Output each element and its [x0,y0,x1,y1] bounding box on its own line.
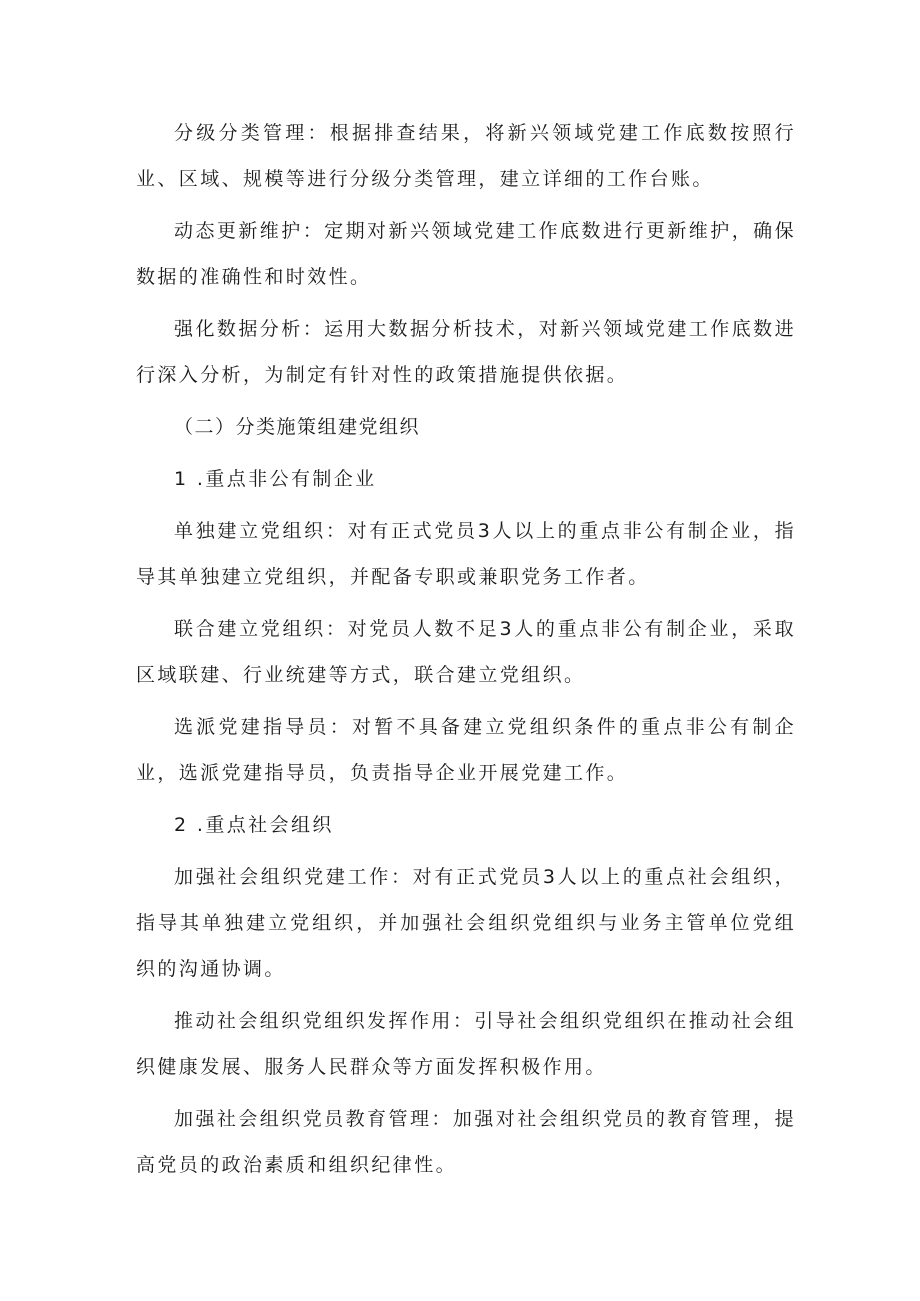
paragraph-social-org-role: 推动社会组织党组织发挥作用：引导社会组织党组织在推动社会组织健康发展、服务人民群众等方面发挥积极作用。 [136,1010,796,1078]
subsection-heading-social-organizations: 2 .重点社会组织 [174,814,334,836]
subsection-heading-private-enterprises: 1 .重点非公有制企业 [174,468,377,490]
paragraph-independent-party-org: 单独建立党组织：对有正式党员3人以上的重点非公有制企业，指导其单独建立党组织，并配备专职或兼职党务工作者。 [136,520,796,588]
paragraph-dynamic-update: 动态更新维护：定期对新兴领域党建工作底数进行更新维护，确保数据的准确性和时效性。 [136,220,796,288]
paragraph-data-analysis: 强化数据分析：运用大数据分析技术，对新兴领域党建工作底数进行深入分析，为制定有针对性的政策措施提供依据。 [136,318,796,386]
paragraph-joint-party-org: 联合建立党组织：对党员人数不足3人的重点非公有制企业，采取区域联建、行业统建等方式，联合建立党组织。 [136,618,796,686]
paragraph-member-education: 加强社会组织党员教育管理：加强对社会组织党员的教育管理，提高党员的政治素质和组织纪律性。 [136,1108,796,1176]
paragraph-grading-management: 分级分类管理：根据排查结果，将新兴领域党建工作底数按照行业、区域、规模等进行分级分类管理，建立详细的工作台账。 [136,122,796,190]
paragraph-social-org-party-building: 加强社会组织党建工作：对有正式党员3人以上的重点社会组织，指导其单独建立党组织，并加强社会组织党组织与业务主管单位党组织的沟通协调。 [136,866,796,980]
section-heading-classified-policy: （二）分类施策组建党组织 [174,416,421,438]
document-body [136,110,796,1188]
paragraph-party-instructor: 选派党建指导员：对暂不具备建立党组织条件的重点非公有制企业，选派党建指导员，负责指导企业开展党建工作。 [136,716,796,784]
